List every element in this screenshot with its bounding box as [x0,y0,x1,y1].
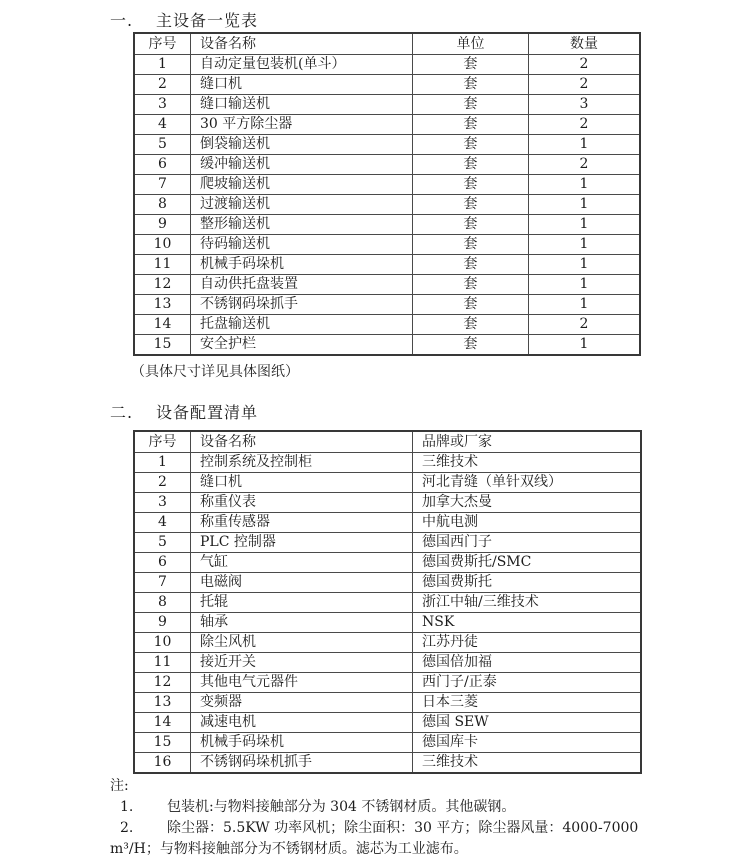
table-row [134,255,640,275]
cell-no: 8 [134,195,191,215]
cell-name: 称重仪表 [191,493,413,513]
cell-no: 8 [134,593,191,613]
table-row [134,653,641,673]
cell-no: 10 [134,633,191,653]
cell-name: 减速电机 [191,713,413,733]
cell-brand: 西门子/正泰 [413,673,642,693]
table-row [134,493,641,513]
section2-number: 二. [110,403,134,422]
cell-name: 除尘风机 [191,633,413,653]
table-row [134,533,641,553]
cell-unit: 套 [413,195,529,215]
cell-name: 待码输送机 [191,235,413,255]
cell-no: 7 [134,175,191,195]
cell-unit: 套 [413,135,529,155]
cell-no: 6 [134,553,191,573]
cell-name: 过渡输送机 [191,195,413,215]
note-item [110,818,725,839]
cell-qty: 2 [529,115,641,135]
column-header-name: 设备名称 [191,33,413,55]
cell-unit: 套 [413,175,529,195]
notes-block [110,776,725,856]
cell-no: 1 [134,55,191,75]
cell-unit: 套 [413,335,529,356]
cell-no: 13 [134,693,191,713]
notes-label: 注: [110,778,129,794]
table-row [134,673,641,693]
cell-no: 2 [134,473,191,493]
note-item-text: 包装机:与物料接触部分为 304 不锈钢材质。其他碳钢。 [167,799,516,815]
cell-name: 变频器 [191,693,413,713]
cell-no: 6 [134,155,191,175]
table-row [134,75,640,95]
table-row [134,593,641,613]
cell-name: 爬坡输送机 [191,175,413,195]
table-row [134,95,640,115]
cell-no: 15 [134,733,191,753]
column-header-no: 序号 [134,33,191,55]
cell-qty: 1 [529,175,641,195]
cell-brand: NSK [413,613,642,633]
cell-no: 11 [134,255,191,275]
cell-no: 2 [134,75,191,95]
cell-no: 9 [134,215,191,235]
table-row [134,115,640,135]
table-row [134,335,640,356]
cell-no: 14 [134,315,191,335]
column-header-unit: 单位 [413,33,529,55]
cell-no: 16 [134,753,191,774]
cell-no: 3 [134,95,191,115]
cell-name: 缝口输送机 [191,95,413,115]
column-header-no: 序号 [134,431,191,453]
cell-qty: 2 [529,75,641,95]
table-row [134,175,640,195]
cell-name: 倒袋输送机 [191,135,413,155]
cell-unit: 套 [413,95,529,115]
cell-no: 4 [134,513,191,533]
column-header-name: 设备名称 [191,431,413,453]
cell-unit: 套 [413,75,529,95]
table-row [134,295,640,315]
cell-unit: 套 [413,155,529,175]
table-row [134,55,640,75]
cell-name: 缝口机 [191,473,413,493]
cell-brand: 日本三菱 [413,693,642,713]
table-row [134,733,641,753]
cell-name: 气缸 [191,553,413,573]
table-row [134,753,641,774]
header-row [134,431,641,453]
cell-name: 其他电气元器件 [191,673,413,693]
cell-brand: 德国倍加福 [413,653,642,673]
cell-brand: 中航电测 [413,513,642,533]
cell-no: 9 [134,613,191,633]
table-row [134,135,640,155]
cell-name: 托辊 [191,593,413,613]
cell-qty: 2 [529,155,641,175]
cell-name: 自动定量包装机(单斗） [191,55,413,75]
cell-no: 12 [134,275,191,295]
cell-no: 4 [134,115,191,135]
cell-name: 机械手码垛机 [191,733,413,753]
cell-no: 5 [134,533,191,553]
cell-unit: 套 [413,275,529,295]
section2-heading [110,400,258,423]
cell-brand: 江苏丹徒 [413,633,642,653]
cell-brand: 三维技术 [413,753,642,774]
cell-unit: 套 [413,55,529,75]
cell-brand: 德国西门子 [413,533,642,553]
table-row [134,473,641,493]
table-row [134,453,641,473]
cell-no: 12 [134,673,191,693]
cell-no: 7 [134,573,191,593]
cell-qty: 1 [529,135,641,155]
cell-name: 称重传感器 [191,513,413,533]
cell-brand: 三维技术 [413,453,642,473]
table-row [134,275,640,295]
cell-no: 1 [134,453,191,473]
cell-unit: 套 [413,315,529,335]
table-row [134,613,641,633]
table-row [134,553,641,573]
cell-name: 控制系统及控制柜 [191,453,413,473]
cell-no: 14 [134,713,191,733]
table-row [134,713,641,733]
table-row [134,573,641,593]
table-row [134,693,641,713]
cell-qty: 2 [529,55,641,75]
cell-unit: 套 [413,215,529,235]
cell-name: PLC 控制器 [191,533,413,553]
cell-brand: 德国费斯托 [413,573,642,593]
cell-no: 15 [134,335,191,356]
cell-qty: 1 [529,235,641,255]
cell-name: 缝口机 [191,75,413,95]
table-row [134,315,640,335]
cell-name: 自动供托盘装置 [191,275,413,295]
table1-caption: （具体尺寸详见具体图纸） [131,364,299,380]
cell-name: 30 平方除尘器 [191,115,413,135]
section1-number: 一. [110,11,134,30]
cell-name: 缓冲输送机 [191,155,413,175]
cell-unit: 套 [413,295,529,315]
cell-unit: 套 [413,115,529,135]
cell-name: 机械手码垛机 [191,255,413,275]
main-equipment-table [133,32,641,356]
cell-qty: 1 [529,255,641,275]
cell-name: 电磁阀 [191,573,413,593]
cell-qty: 1 [529,215,641,235]
cell-unit: 套 [413,255,529,275]
cell-no: 11 [134,653,191,673]
cell-no: 3 [134,493,191,513]
table-row [134,215,640,235]
cell-brand: 加拿大杰曼 [413,493,642,513]
note-item-number: 2. [120,820,134,836]
note-item-text: 除尘器：5.5KW 功率风机；除尘面积：30 平方；除尘器风量：4000-7000 [167,820,639,836]
cell-no: 13 [134,295,191,315]
column-header-brand: 品牌或厂家 [413,431,642,453]
table-row [134,633,641,653]
cell-name: 安全护栏 [191,335,413,356]
section2-title: 设备配置清单 [156,403,259,422]
cell-brand: 河北青缝（单针双线） [413,473,642,493]
cell-name: 不锈钢码垛抓手 [191,295,413,315]
section1-title: 主设备一览表 [156,11,259,30]
note-item-number: 1. [120,799,134,815]
cell-qty: 1 [529,335,641,356]
cell-unit: 套 [413,235,529,255]
cell-name: 轴承 [191,613,413,633]
table-row [134,195,640,215]
cell-no: 5 [134,135,191,155]
cell-name: 托盘输送机 [191,315,413,335]
note-continuation: m³/H；与物料接触部分为不锈钢材质。滤芯为工业滤布。 [110,841,468,856]
cell-name: 整形输送机 [191,215,413,235]
cell-name: 接近开关 [191,653,413,673]
header-row [134,33,640,55]
cell-qty: 1 [529,295,641,315]
cell-brand: 德国库卡 [413,733,642,753]
cell-name: 不锈钢码垛机抓手 [191,753,413,774]
cell-brand: 德国费斯托/SMC [413,553,642,573]
cell-qty: 2 [529,315,641,335]
column-header-qty: 数量 [529,33,641,55]
cell-brand: 浙江中轴/三维技术 [413,593,642,613]
cell-no: 10 [134,235,191,255]
equipment-config-table [133,430,642,774]
cell-qty: 3 [529,95,641,115]
note-item [110,797,725,818]
table-row [134,155,640,175]
cell-qty: 1 [529,275,641,295]
section1-heading [110,8,258,31]
table-row [134,235,640,255]
cell-qty: 1 [529,195,641,215]
table-row [134,513,641,533]
cell-brand: 德国 SEW [413,713,642,733]
